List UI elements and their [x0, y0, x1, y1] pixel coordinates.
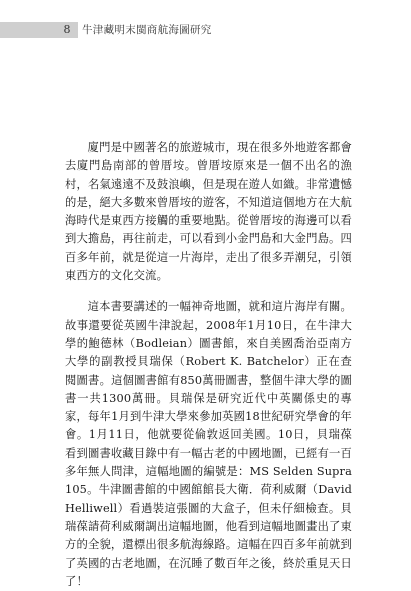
book-title: 牛津藏明末閩商航海圖研究 [82, 24, 212, 36]
page-number: 8 [63, 23, 71, 36]
running-header [0, 22, 411, 38]
paragraph-1: 廈門是中國著名的旅遊城市，現在很多外地遊客都會去廈門島南部的曾厝垵。曾厝垵原來是一個不出名的漁村，名氣遠遠不及鼓浪嶼，但是現在遊人如織。非常遺憾的是，絕大多數來曾厝垵的遊客，不知道這個地方在大航海時代是東西方接觸的重要地點。從曾厝垵的海邊可以看到大擔島，再往前走，可以看到小金門島和大金門島。四百多年前，就是從這一片海岸，走出了很多弄潮兒，引領東西方的文化交流。 [65, 141, 352, 283]
paragraph-2: 這本書要講述的一幅神奇地圖，就和這片海岸有關。故事還要從英國牛津說起，2008年1月10日，在牛津大學的鮑德林（Bodleian）圖書館，來自美國喬治亞南方大學的副教授貝瑞保（Robert K. Batchelor）正在查閱圖書。這個圖書館有850萬冊圖書，整個牛津大學的圖書一共1300萬冊。貝瑞保是研究近代中英關係史的專家，每年1月到牛津大學來參加英國18世紀研究學會的年會。1月11日，他就要從倫敦返回美國。10日，貝瑞葆看到圖書收藏目錄中有一幅古老的中國地圖，已經有一百多年無人問津，這幅地圖的編號是：MS Selden Supra 105。牛津圖書館的中國館館長大衛．荷利威爾（David Helliwell）看過裝這張圖的大盒子，但未仔細檢查。貝瑞葆請荷利威爾調出這幅地圖，他看到這幅地圖畫出了東方的全貌，還標出很多航海線路。這幅在四百多年前就到了英國的古老地圖，在沉睡了數百年之後，終於重見天日了！ [65, 300, 352, 588]
body-text [65, 139, 352, 591]
